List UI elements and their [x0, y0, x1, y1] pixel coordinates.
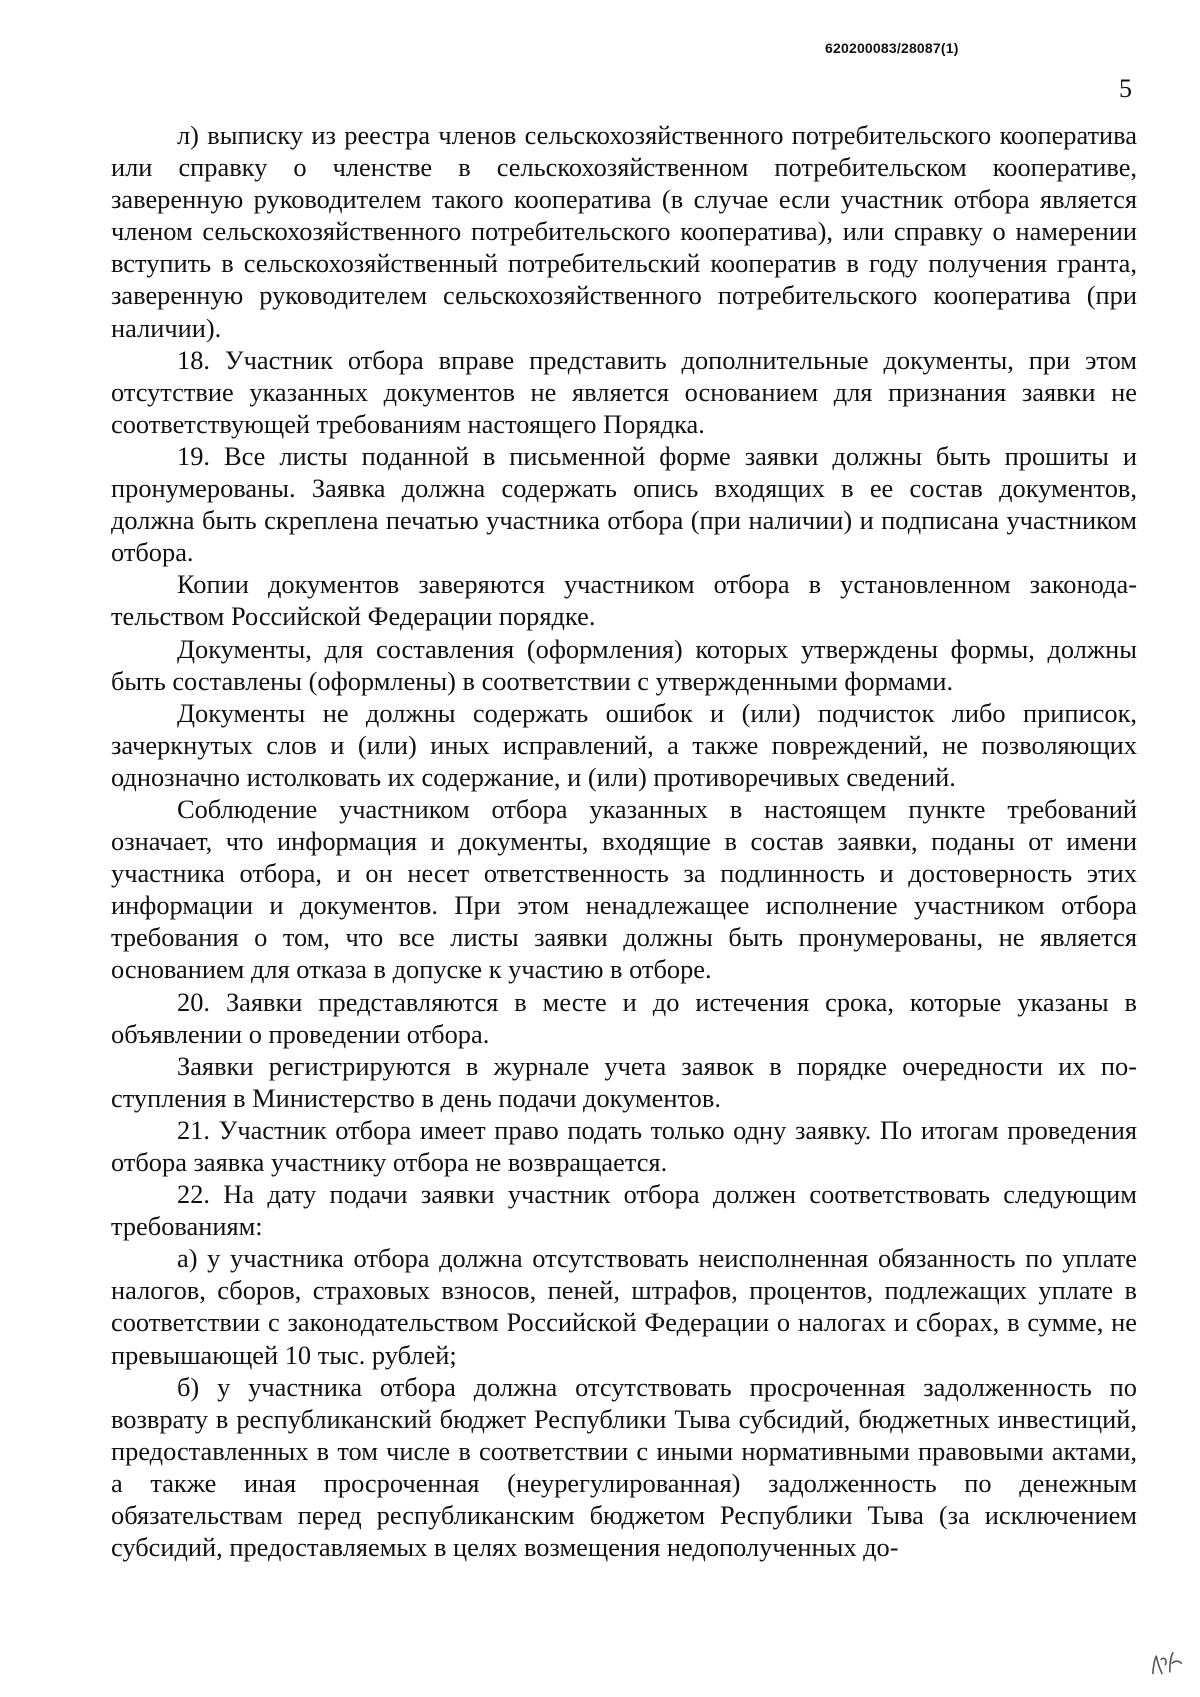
paragraph-19-copies: Копии документов заверяются участником отбора в установленном законодательством Российской Федерации порядке. — [111, 569, 1137, 632]
paragraph-19-errors: Документы не должны содержать ошибок и (или) подчисток либо приписок, зачеркнутых слов и (или) иных исправлений, а также повреждений, не позволяющих однозначно истолковать их содержание, и (или) противоречивых сведений. — [111, 697, 1137, 792]
paragraph-18: 18. Участник отбора вправе представить дополнительные документы, при этом отсутствие указанных документов не является основанием для признания заявки не соответствующей требованиям настоящего Порядка. — [111, 344, 1137, 439]
paragraph-20-registration: Заявки регистрируются в журнале учета заявок в порядке очередности их поступления в Министерство в день подачи документов. — [111, 1050, 1137, 1113]
paragraph-21: 21. Участник отбора имеет право подать только одну заявку. По итогам проведения отбора заявка участнику отбора не возвращается. — [111, 1114, 1137, 1177]
paragraph-item-l: л) выписку из реестра членов сельскохозяйственного потребительского кооператива или справку о членстве в сельскохозяйственном потребительском кооперативе, заверенную руководителем такого кооператива (в случае если участник отбора является членом сельскохозяйственного потребительского кооператива), или справку о намерении вступить в сельскохозяйственный потребительский кооператив в году получения гранта, заверенную руководителем сельскохозяйственного потребительского кооператива (при наличии). — [111, 120, 1137, 343]
page-number: 5 — [1119, 74, 1132, 103]
paragraph-20: 20. Заявки представляются в месте и до истечения срока, которые указаны в объявлении о проведении отбора. — [111, 986, 1137, 1049]
paragraph-22-item-b: б) у участника отбора должна отсутствовать просроченная задолженность по возврату в республиканский бюджет Республики Тыва субсидий, бюджетных инвестиций, предоставленных в том числе в соответствии с иными нормативными правовыми актами, а также иная просроченная (неурегулированная) задолженность по денежным обязательствам перед республиканским бюджетом Республики Тыва (за исключением субсидий, предоставляемых в целях возмещения недополученных до- — [111, 1371, 1137, 1563]
handwritten-mark — [1146, 1646, 1191, 1680]
paragraph-19: 19. Все листы поданной в письменной форме заявки должны быть прошиты и пронумерованы. Заявка должна содержать опись входящих в ее состав документов, должна быть скреплена печатью участника отбора (при наличии) и подписана участником отбора. — [111, 440, 1137, 568]
document-id: 620200083/28087(1) — [825, 40, 959, 56]
document-body — [111, 119, 1137, 1563]
paragraph-19-forms: Документы, для составления (оформления) которых утверждены формы, должны быть составлены (оформлены) в соответствии с утвержденными формами. — [111, 633, 1137, 696]
paragraph-22-item-a: а) у участника отбора должна отсутствовать неисполненная обязанность по уплате налогов, сборов, страховых взносов, пеней, штрафов, процентов, подлежащих уплате в соответствии с законодательством Российской Федерации о налогах и сборах, в сумме, не превышающей 10 тыс. рублей; — [111, 1243, 1137, 1370]
paragraph-19-compliance: Соблюдение участником отбора указанных в настоящем пункте требований означает, что информация и документы, входящие в состав заявки, поданы от имени участника отбора, и он несет ответственность за подлинность и достоверность этих информации и документов. При этом ненадлежащее исполнение участником отбора требования о том, что все листы заявки должны быть пронумерованы, не является основанием для отказа в допуске к участию в отборе. — [111, 793, 1137, 985]
paragraph-22: 22. На дату подачи заявки участник отбора должен соответствовать следующим требованиям: — [111, 1179, 1137, 1242]
